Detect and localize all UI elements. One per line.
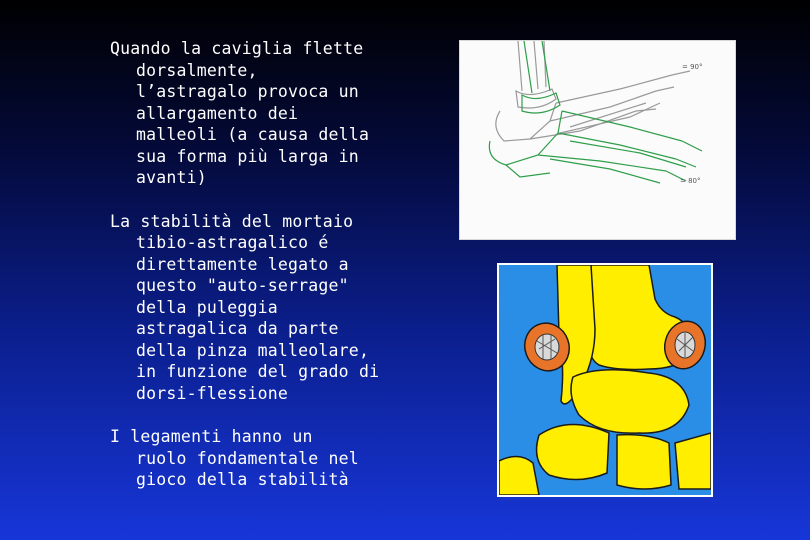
cuboid-bone — [617, 435, 671, 489]
angle-label-80: = 80° — [680, 177, 701, 185]
text-column — [110, 38, 410, 513]
paragraph-ligaments: I legamenti hanno un ruolo fondamentale nel gioco della stabilità — [110, 427, 359, 489]
metatarsal-bone — [499, 456, 539, 495]
paragraph-mortise-stability: La stabilità del mortaio tibio-astragalico é direttamente legato a questo "auto-serrage" della puleggia astragalica da parte della pinza malleolare, in funzione del grado di dorsi-flessione — [110, 211, 380, 403]
paragraph-ankle-dorsiflexion: Quando la caviglia flette dorsalmente, l’astragalo provoca un allargamento dei malleoli (a causa della sua forma più larga in avanti) — [110, 39, 370, 187]
calcaneus-bone — [537, 424, 609, 479]
angle-label-90: = 90° — [682, 63, 703, 71]
navicular-bone — [675, 433, 711, 489]
ankle-mortise-diagram — [499, 265, 711, 495]
ankle-mortise-figure — [497, 263, 713, 497]
talus-bone — [571, 370, 689, 433]
foot-skeleton-figure — [459, 40, 736, 240]
